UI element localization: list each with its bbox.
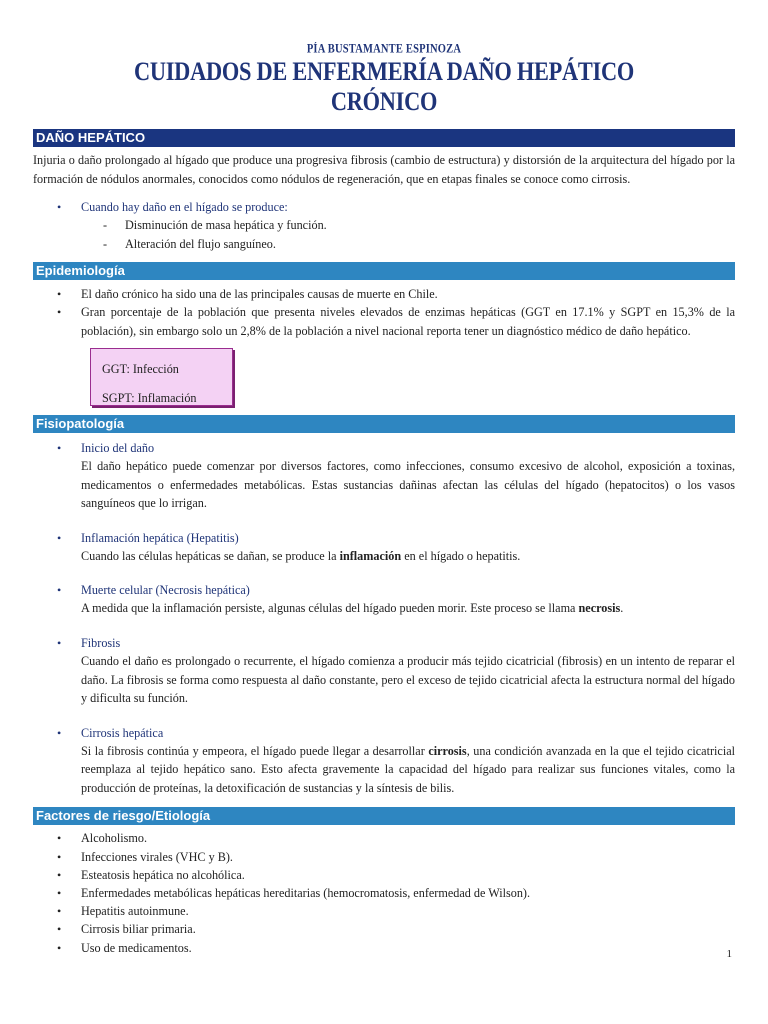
fisio-item-text: Cuando el daño es prolongado o recurrente, el hígado comienza a producir más tejido cicatricial (fibrosis) en un intento de reparar el daño. La fibrosis se forma como respuesta al daño constante, pero el exceso de tejido cicatricial afecta la estructura normal del hígado y dificulta su función. xyxy=(81,654,735,706)
list-item: • Esteatosis hepática no alcohólica. xyxy=(33,866,735,884)
fisio-item-title: • Inicio del daño xyxy=(33,439,735,457)
list-item: • Infecciones virales (VHC y B). xyxy=(33,848,735,866)
fisio-item-text xyxy=(33,547,735,566)
fisiopatologia-list xyxy=(33,529,735,547)
fisio-item-text: El daño hepático puede comenzar por diversos factores, como infecciones, consumo excesivo de alcohol, exposición a toxinas, medicamentos o enfermedades metabólicas. Estas sustancias dañinas afectan las células del hígado (hepatocitos) o los vasos sanguíneos que lo irrigan. xyxy=(81,459,735,511)
text-run: , una condición avanzada en la que el tejido cicatricial reemplaza al tejido hepático sano. Esto afecta gravemente la capacidad del hígado para realizar sus funciones vitales, como la producción de proteínas, la detoxificación de sustancias y la síntesis de bilis. xyxy=(81,743,735,795)
dano-bullet: • Cuando hay daño en el hígado se produce: xyxy=(33,198,735,216)
document-page xyxy=(33,0,735,957)
text-run: en el hígado o hepatitis. xyxy=(401,548,521,563)
fisiopatologia-list xyxy=(33,634,735,652)
list-item: • Gran porcentaje de la población que presenta niveles elevados de enzimas hepáticas (GGT en 17.1% y SGPT en 15,3% de la población), sin embargo solo un 2,8% de la población a nivel nacional reporta tener un diagnóstico médico de daño hepático. xyxy=(33,303,735,339)
box-line-sgpt: SGPT: Inflamación xyxy=(102,390,197,405)
list-item: • Alcoholismo. xyxy=(33,829,735,847)
document-title: CUIDADOS DE ENFERMERÍA DAÑO HEPÁTICO CRÓNICO xyxy=(133,57,635,116)
bold-term: cirrosis xyxy=(428,743,467,758)
section-heading-epidemiologia: Epidemiología xyxy=(33,262,735,280)
list-item: • Uso de medicamentos. xyxy=(33,939,735,957)
factores-list xyxy=(33,829,735,956)
list-item: • Enfermedades metabólicas hepáticas hereditarias (hemocromatosis, enfermedad de Wilson). xyxy=(33,884,735,902)
fisio-item-title: • Muerte celular (Necrosis hepática) xyxy=(33,581,735,599)
page-number: 1 xyxy=(726,948,732,960)
enzyme-note-box xyxy=(90,348,233,406)
dano-subitem: - Alteración del flujo sanguíneo. xyxy=(33,235,735,254)
list-item: • El daño crónico ha sido una de las principales causas de muerte en Chile. xyxy=(33,285,735,303)
section-heading-dano: DAÑO HEPÁTICO xyxy=(33,129,735,147)
dano-intro: Injuria o daño prolongado al hígado que produce una progresiva fibrosis (cambio de estructura) y distorsión de la arquitectura del hígado por la formación de nódulos anormales, conocidos como nódulos de regeneración, que en etapas finales se conoce como cirrosis. xyxy=(33,153,735,186)
author-name: PÍA BUSTAMANTE ESPINOZA xyxy=(306,43,462,56)
list-item: • Cirrosis biliar primaria. xyxy=(33,920,735,938)
box-line-ggt: GGT: Infección xyxy=(102,361,179,376)
fisiopatologia-list xyxy=(33,581,735,599)
fisiopatologia-list xyxy=(33,724,735,742)
dano-subitem: - Disminución de masa hepática y función. xyxy=(33,216,735,235)
fisio-item-title: • Fibrosis xyxy=(33,634,735,652)
section-heading-factores: Factores de riesgo/Etiología xyxy=(33,807,735,825)
list-item: • Hepatitis autoinmune. xyxy=(33,902,735,920)
text-run: . xyxy=(620,601,624,616)
dano-list xyxy=(33,198,735,216)
epidemiologia-list xyxy=(33,285,735,340)
text-run: Si la fibrosis continúa y empeora, el hígado puede llegar a desarrollar xyxy=(81,743,429,758)
fisio-item-text xyxy=(33,599,735,618)
text-run: Cuando las células hepáticas se dañan, se produce la xyxy=(81,548,340,563)
bold-term: inflamación xyxy=(339,548,402,563)
bold-term: necrosis xyxy=(578,601,621,616)
fisiopatologia-list xyxy=(33,439,735,457)
fisio-item-title: • Inflamación hepática (Hepatitis) xyxy=(33,529,735,547)
fisio-item-title: • Cirrosis hepática xyxy=(33,724,735,742)
text-run: A medida que la inflamación persiste, algunas células del hígado pueden morir. Este proceso se llama xyxy=(81,601,579,616)
fisio-item-text xyxy=(33,742,735,798)
section-heading-fisiopatologia: Fisiopatología xyxy=(33,415,735,433)
